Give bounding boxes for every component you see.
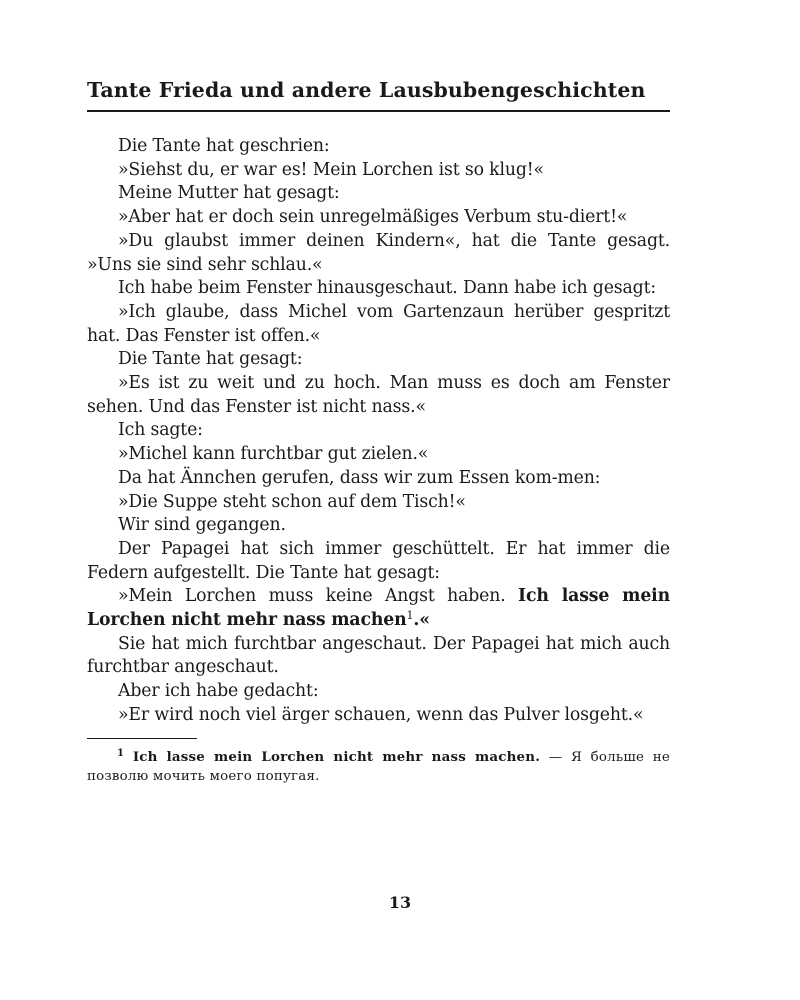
paragraph: »Die Suppe steht schon auf dem Tisch!« (118, 491, 466, 512)
paragraph-text-end: .« (413, 610, 430, 631)
footnote-translation: — Я больше не позволю мочить моего попугая. (87, 749, 670, 785)
paragraph: »Siehst du, er war es! Mein Lorchen ist so klug!« (118, 159, 544, 180)
paragraph: »Aber hat er doch sein unregelmäßiges Verbum stu-diert!« (118, 207, 628, 228)
footnote-term: Ich lasse mein Lorchen nicht mehr nass machen. (132, 748, 541, 765)
footnote (87, 748, 670, 787)
body-text (87, 135, 670, 728)
paragraph: Sie hat mich furchtbar angeschaut. Der Papagei hat mich auch furchtbar angeschaut. (87, 633, 670, 678)
paragraph: Wir sind gegangen. (118, 515, 286, 536)
paragraph: Die Tante hat gesagt: (118, 349, 303, 370)
running-head: Tante Frieda und andere Lausbubengeschichten (87, 78, 670, 112)
paragraph: Die Tante hat geschrien: (118, 136, 330, 156)
footnote-number: 1 (117, 747, 125, 759)
page-number: 13 (388, 893, 412, 912)
paragraph-text: »Mein Lorchen muss keine Angst haben. (118, 586, 519, 607)
paragraph: Da hat Ännchen gerufen, dass wir zum Essen kom-men: (118, 467, 601, 488)
paragraph: »Er wird noch viel ärger schauen, wenn das Pulver losgeht.« (118, 704, 644, 725)
footnote-marker: 1 (406, 609, 414, 623)
paragraph: »Du glaubst immer deinen Kindern«, hat die Tante gesagt. »Uns sie sind sehr schlau.« (87, 230, 670, 275)
paragraph: Der Papagei hat sich immer geschüttelt. Er hat immer die Federn aufgestellt. Die Tante hat gesagt: (87, 538, 670, 583)
paragraph: »Es ist zu weit und zu hoch. Man muss es doch am Fenster sehen. Und das Fenster ist nicht nass.« (87, 373, 670, 417)
book-page (87, 78, 670, 787)
paragraph: »Ich glaube, dass Michel vom Gartenzaun herüber gespritzt hat. Das Fenster ist offen.« (87, 301, 670, 346)
paragraph-with-footnote (87, 585, 670, 632)
paragraph: Meine Mutter hat gesagt: (118, 183, 340, 204)
paragraph: Aber ich habe gedacht: (118, 681, 319, 702)
paragraph: Ich sagte: (118, 420, 203, 441)
bold-phrase: Ich lasse mein Lorchen nicht mehr nass machen (87, 586, 670, 631)
footnote-divider (87, 738, 197, 739)
paragraph: »Michel kann furchtbar gut zielen.« (118, 444, 429, 465)
paragraph: Ich habe beim Fenster hinausgeschaut. Dann habe ich gesagt: (118, 278, 657, 299)
